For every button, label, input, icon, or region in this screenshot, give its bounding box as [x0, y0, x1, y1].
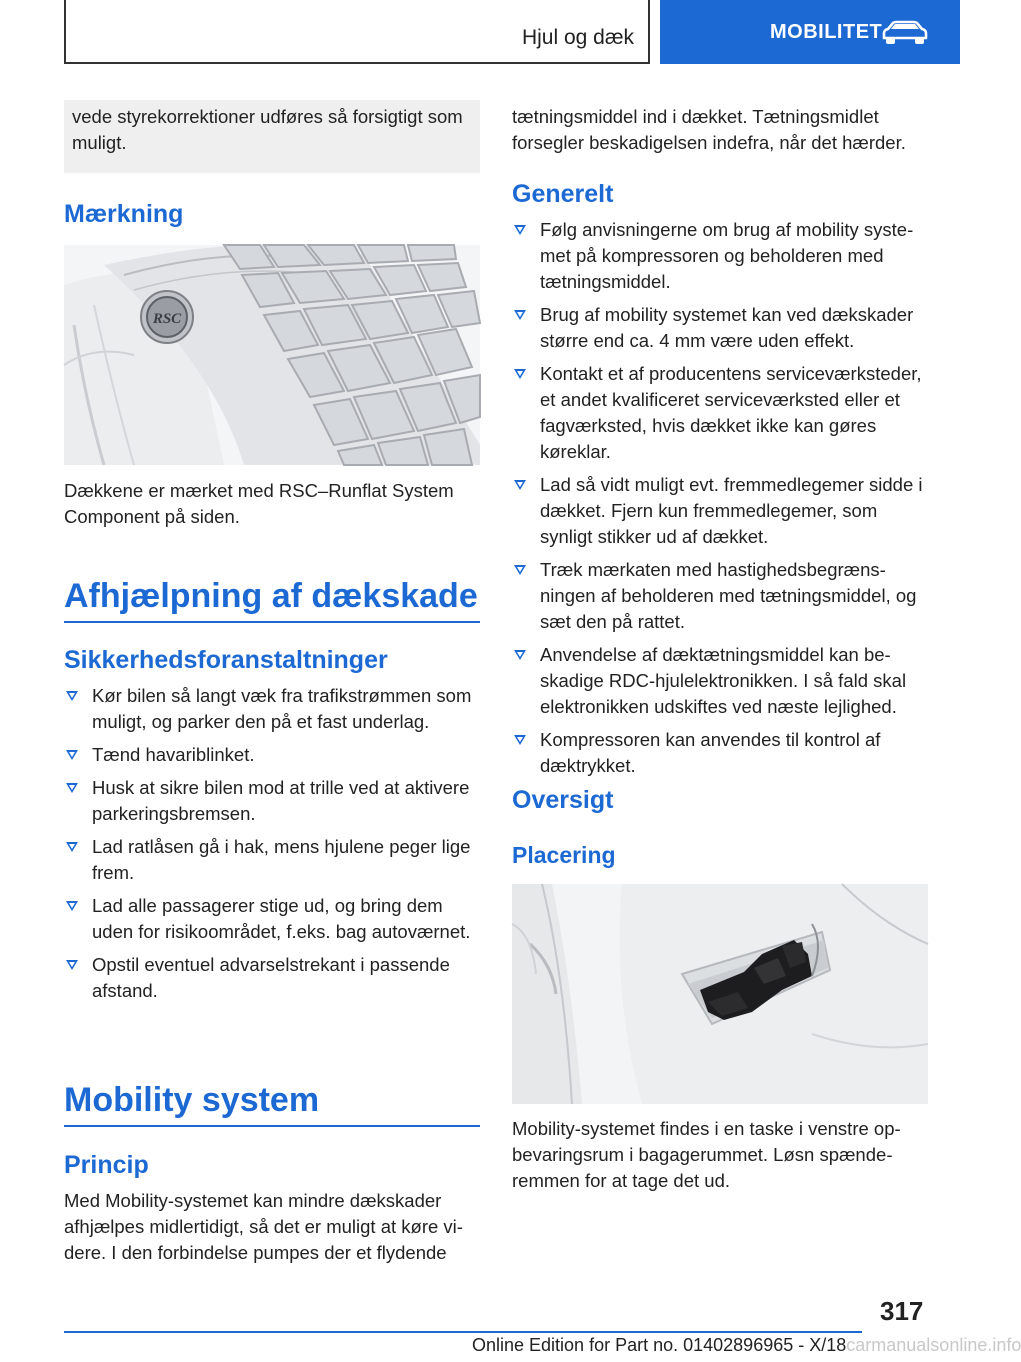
list-item: Træk mærkaten med hastighedsbegrænsningen af beholderen med tætningsmiddel, og sæt den på rattet. — [512, 557, 932, 635]
page-number: 317 — [880, 1296, 924, 1326]
list-item: Opstil eventuel advarselstrekant i passende afstand. — [64, 952, 482, 1004]
footer-edition — [472, 1335, 1021, 1356]
triangle-bullet-icon — [66, 691, 78, 701]
triangle-bullet-icon — [514, 310, 526, 320]
heading-general: Generelt — [512, 180, 614, 208]
triangle-bullet-icon — [514, 225, 526, 235]
list-item: Anvendelse af dæktætningsmiddel kan beskadige RDC-hjulelektronikken. I så fald skal elektronikken udskiftes ved næste lejlighed. — [512, 642, 932, 720]
list-item: Kør bilen så langt væk fra trafikstrømmen som muligt, og parker den på et fast underlag. — [64, 683, 482, 735]
triangle-bullet-icon — [66, 750, 78, 760]
list-item: Brug af mobility systemet kan ved dækskader større end ca. 4 mm være uden effekt. — [512, 302, 932, 354]
heading-placement: Placering — [512, 842, 616, 868]
list-item: Kompressoren kan anvendes til kontrol af dæktrykket. — [512, 727, 932, 779]
heading-tire-repair: Afhjælpning af dækskade — [64, 577, 478, 615]
marking-text: Dækkene er mærket med RSC–Runflat System Component på siden. — [64, 480, 454, 527]
list-item: Følg anvisningerne om brug af mobility systemet på kompressoren og beholderen med tætningsmiddel. — [512, 217, 932, 295]
list-item: Lad alle passagerer stige ud, og bring dem uden for risikoområdet, f.eks. bag autoværnet. — [64, 893, 482, 945]
triangle-bullet-icon — [514, 565, 526, 575]
triangle-bullet-icon — [66, 842, 78, 852]
safety-list — [64, 683, 482, 1011]
mobility-kit-location-illustration — [512, 884, 928, 1104]
triangle-bullet-icon — [514, 735, 526, 745]
list-item: Tænd havariblinket. — [64, 742, 482, 768]
luggage-compartment-image — [512, 884, 928, 1104]
header-section-box — [64, 0, 650, 64]
list-item: Lad ratlåsen gå i hak, mens hjulene peger lige frem. — [64, 834, 482, 886]
heading-marking: Mærkning — [64, 200, 184, 228]
continuation-text: tætningsmiddel ind i dækket. Tætningsmidlet forsegler beskadigelsen indefra, når det hærder. — [512, 106, 906, 153]
header-chapter-box — [660, 0, 960, 64]
header-chapter-title: MOBILITET — [770, 20, 883, 43]
heading-rule — [64, 1125, 480, 1127]
svg-text:RSC: RSC — [152, 311, 182, 327]
header-section-title: Hjul og dæk — [521, 26, 634, 49]
watermark-text: carmanualsonline.info — [846, 1335, 1021, 1355]
footer-rule — [64, 1331, 862, 1333]
triangle-bullet-icon — [66, 960, 78, 970]
general-list — [512, 217, 932, 786]
heading-safety: Sikkerhedsforanstaltninger — [64, 646, 388, 674]
car-icon — [880, 20, 930, 46]
placement-text: Mobility-systemet findes i en taske i venstre opbevaringsrum i bagagerummet. Løsn spænderemmen for at tage det ud. — [512, 1118, 901, 1191]
list-item: Husk at sikre bilen mod at trille ved at aktivere parkeringsbremsen. — [64, 775, 482, 827]
heading-mobility-system: Mobility system — [64, 1081, 320, 1119]
list-item: Lad så vidt muligt evt. fremmedlegemer sidde i dækket. Fjern kun fremmedlegemer, som synligt stikker ud af dækket. — [512, 472, 932, 550]
tire-sidewall-image — [64, 245, 480, 465]
triangle-bullet-icon — [514, 369, 526, 379]
heading-rule — [64, 621, 480, 623]
triangle-bullet-icon — [66, 901, 78, 911]
note-text: vede styrekorrektioner udføres så forsigtigt som muligt. — [72, 106, 463, 153]
note-box — [64, 100, 480, 173]
triangle-bullet-icon — [514, 480, 526, 490]
tire-sidewall-illustration — [64, 245, 480, 465]
triangle-bullet-icon — [66, 783, 78, 793]
principle-text: Med Mobility-systemet kan mindre dækskader afhjælpes midlertidigt, så det er muligt at køre videre. I den forbindelse pumpes der et flydende — [64, 1190, 463, 1263]
heading-overview: Oversigt — [512, 786, 614, 814]
footer-edition-text: Online Edition for Part no. 01402896965 - X/18 — [472, 1335, 847, 1355]
heading-principle: Princip — [64, 1151, 149, 1179]
list-item: Kontakt et af producentens serviceværksteder, et andet kvalificeret serviceværksted eller et fagværksted, hvis dækket ikke kan gøres køreklar. — [512, 361, 932, 465]
triangle-bullet-icon — [514, 650, 526, 660]
